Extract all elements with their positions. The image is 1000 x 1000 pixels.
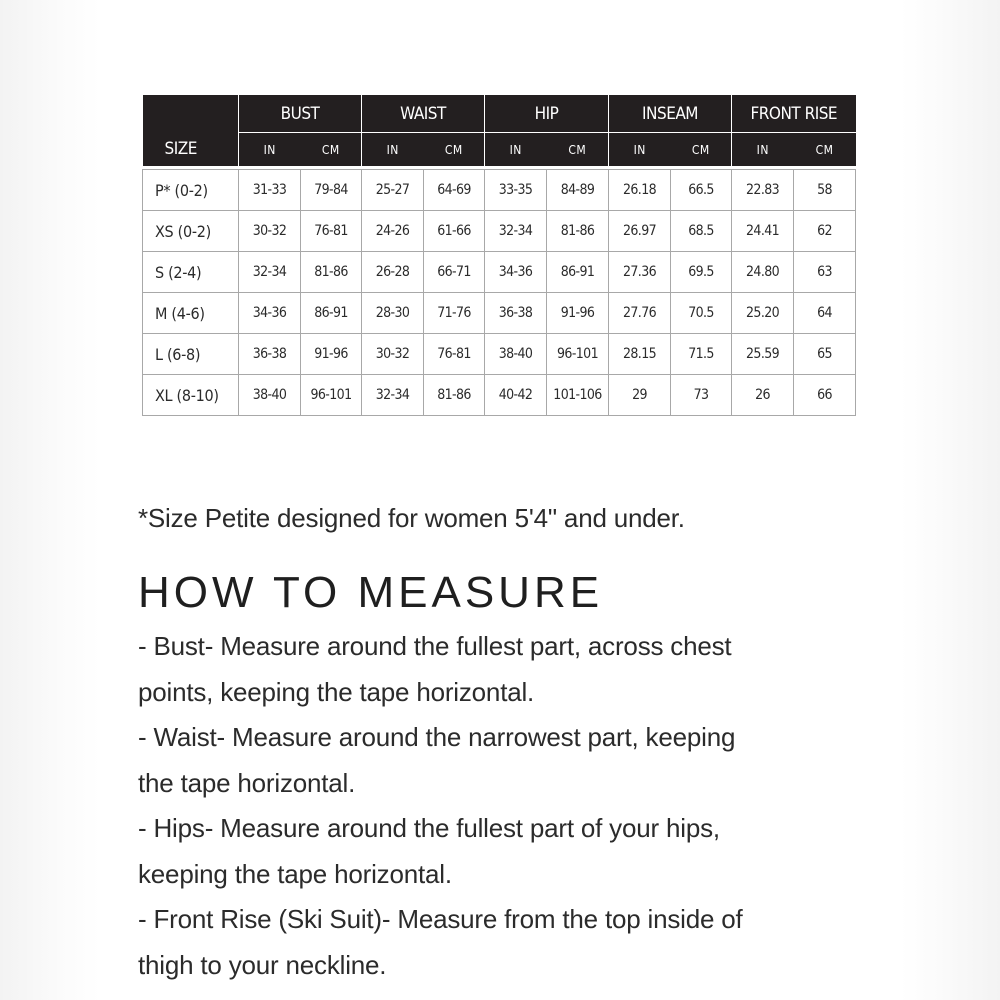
value-cell: 81-86 — [424, 375, 485, 416]
unit-cm: CM — [547, 133, 609, 167]
header-size: SIZE — [143, 133, 239, 167]
measure-line: thigh to your neckline. — [138, 949, 387, 980]
unit-in: IN — [485, 133, 547, 167]
unit-cm: CM — [671, 133, 732, 167]
value-cell: 26-28 — [362, 252, 424, 293]
value-cell: 79-84 — [301, 170, 362, 211]
table-row — [143, 334, 856, 375]
header-unit-row — [143, 133, 856, 167]
value-cell: 26 — [732, 375, 794, 416]
how-to-measure-heading: HOW TO MEASURE — [138, 568, 604, 617]
value-cell: 32-34 — [239, 252, 301, 293]
value-cell: 91-96 — [301, 334, 362, 375]
unit-in: IN — [239, 133, 301, 167]
header-front-rise: FRONT RISE — [732, 95, 856, 133]
measure-line: - Waist- Measure around the narrowest part, keeping — [138, 722, 736, 752]
value-cell: 66.5 — [671, 170, 732, 211]
value-cell: 26.97 — [609, 211, 671, 252]
value-cell: 96-101 — [301, 375, 362, 416]
value-cell: 40-42 — [485, 375, 547, 416]
table-row — [143, 211, 856, 252]
value-cell: 61-66 — [424, 211, 485, 252]
value-cell: 86-91 — [547, 252, 609, 293]
value-cell: 32-34 — [362, 375, 424, 416]
table-row — [143, 375, 856, 416]
value-cell: 30-32 — [362, 334, 424, 375]
value-cell: 27.36 — [609, 252, 671, 293]
size-cell: XL (8-10) — [143, 375, 239, 416]
value-cell: 25-27 — [362, 170, 424, 211]
how-to-measure-list — [138, 624, 838, 988]
value-cell: 71-76 — [424, 293, 485, 334]
header-bust: BUST — [239, 95, 362, 133]
size-chart-table — [142, 95, 856, 416]
header-blank-cell — [143, 95, 239, 133]
value-cell: 30-32 — [239, 211, 301, 252]
value-cell: 76-81 — [301, 211, 362, 252]
size-cell: P* (0-2) — [143, 170, 239, 211]
value-cell: 63 — [794, 252, 856, 293]
unit-cm: CM — [424, 133, 485, 167]
value-cell: 24.80 — [732, 252, 794, 293]
value-cell: 58 — [794, 170, 856, 211]
value-cell: 38-40 — [485, 334, 547, 375]
unit-cm: CM — [794, 133, 856, 167]
value-cell: 65 — [794, 334, 856, 375]
value-cell: 25.20 — [732, 293, 794, 334]
value-cell: 32-34 — [485, 211, 547, 252]
value-cell: 70.5 — [671, 293, 732, 334]
value-cell: 73 — [671, 375, 732, 416]
value-cell: 28-30 — [362, 293, 424, 334]
value-cell: 27.76 — [609, 293, 671, 334]
value-cell: 28.15 — [609, 334, 671, 375]
value-cell: 84-89 — [547, 170, 609, 211]
table-row — [143, 170, 856, 211]
value-cell: 34-36 — [239, 293, 301, 334]
value-cell: 38-40 — [239, 375, 301, 416]
value-cell: 26.18 — [609, 170, 671, 211]
value-cell: 64-69 — [424, 170, 485, 211]
table-row — [143, 293, 856, 334]
value-cell: 29 — [609, 375, 671, 416]
header-inseam: INSEAM — [609, 95, 732, 133]
unit-in: IN — [362, 133, 424, 167]
value-cell: 64 — [794, 293, 856, 334]
value-cell: 86-91 — [301, 293, 362, 334]
unit-in: IN — [609, 133, 671, 167]
size-rows — [143, 170, 856, 416]
value-cell: 68.5 — [671, 211, 732, 252]
measure-line: - Hips- Measure around the fullest part of your hips, — [138, 813, 720, 843]
measure-line: keeping the tape horizontal. — [138, 858, 452, 889]
header-group-row — [143, 95, 856, 133]
unit-cm: CM — [301, 133, 362, 167]
value-cell: 34-36 — [485, 252, 547, 293]
value-cell: 25.59 — [732, 334, 794, 375]
value-cell: 22.83 — [732, 170, 794, 211]
value-cell: 31-33 — [239, 170, 301, 211]
size-cell: XS (0-2) — [143, 211, 239, 252]
value-cell: 69.5 — [671, 252, 732, 293]
value-cell: 81-86 — [301, 252, 362, 293]
value-cell: 81-86 — [547, 211, 609, 252]
value-cell: 91-96 — [547, 293, 609, 334]
value-cell: 66-71 — [424, 252, 485, 293]
measure-line: - Front Rise (Ski Suit)- Measure from the top inside of — [138, 904, 743, 934]
value-cell: 24-26 — [362, 211, 424, 252]
petite-note: *Size Petite designed for women 5'4" and under. — [138, 503, 685, 533]
value-cell: 62 — [794, 211, 856, 252]
value-cell: 36-38 — [239, 334, 301, 375]
value-cell: 96-101 — [547, 334, 609, 375]
value-cell: 66 — [794, 375, 856, 416]
unit-in: IN — [732, 133, 794, 167]
size-cell: S (2-4) — [143, 252, 239, 293]
value-cell: 76-81 — [424, 334, 485, 375]
right-edge-shade — [900, 0, 1000, 1000]
left-edge-shade — [0, 0, 100, 1000]
size-cell: L (6-8) — [143, 334, 239, 375]
header-hip: HIP — [485, 95, 609, 133]
value-cell: 33-35 — [485, 170, 547, 211]
value-cell: 101-106 — [547, 375, 609, 416]
value-cell: 24.41 — [732, 211, 794, 252]
table-row — [143, 252, 856, 293]
header-waist: WAIST — [362, 95, 485, 133]
measure-line: - Bust- Measure around the fullest part, across chest — [138, 631, 732, 661]
size-cell: M (4-6) — [143, 293, 239, 334]
measure-line: the tape horizontal. — [138, 767, 356, 798]
measure-line: points, keeping the tape horizontal. — [138, 676, 535, 707]
value-cell: 71.5 — [671, 334, 732, 375]
value-cell: 36-38 — [485, 293, 547, 334]
